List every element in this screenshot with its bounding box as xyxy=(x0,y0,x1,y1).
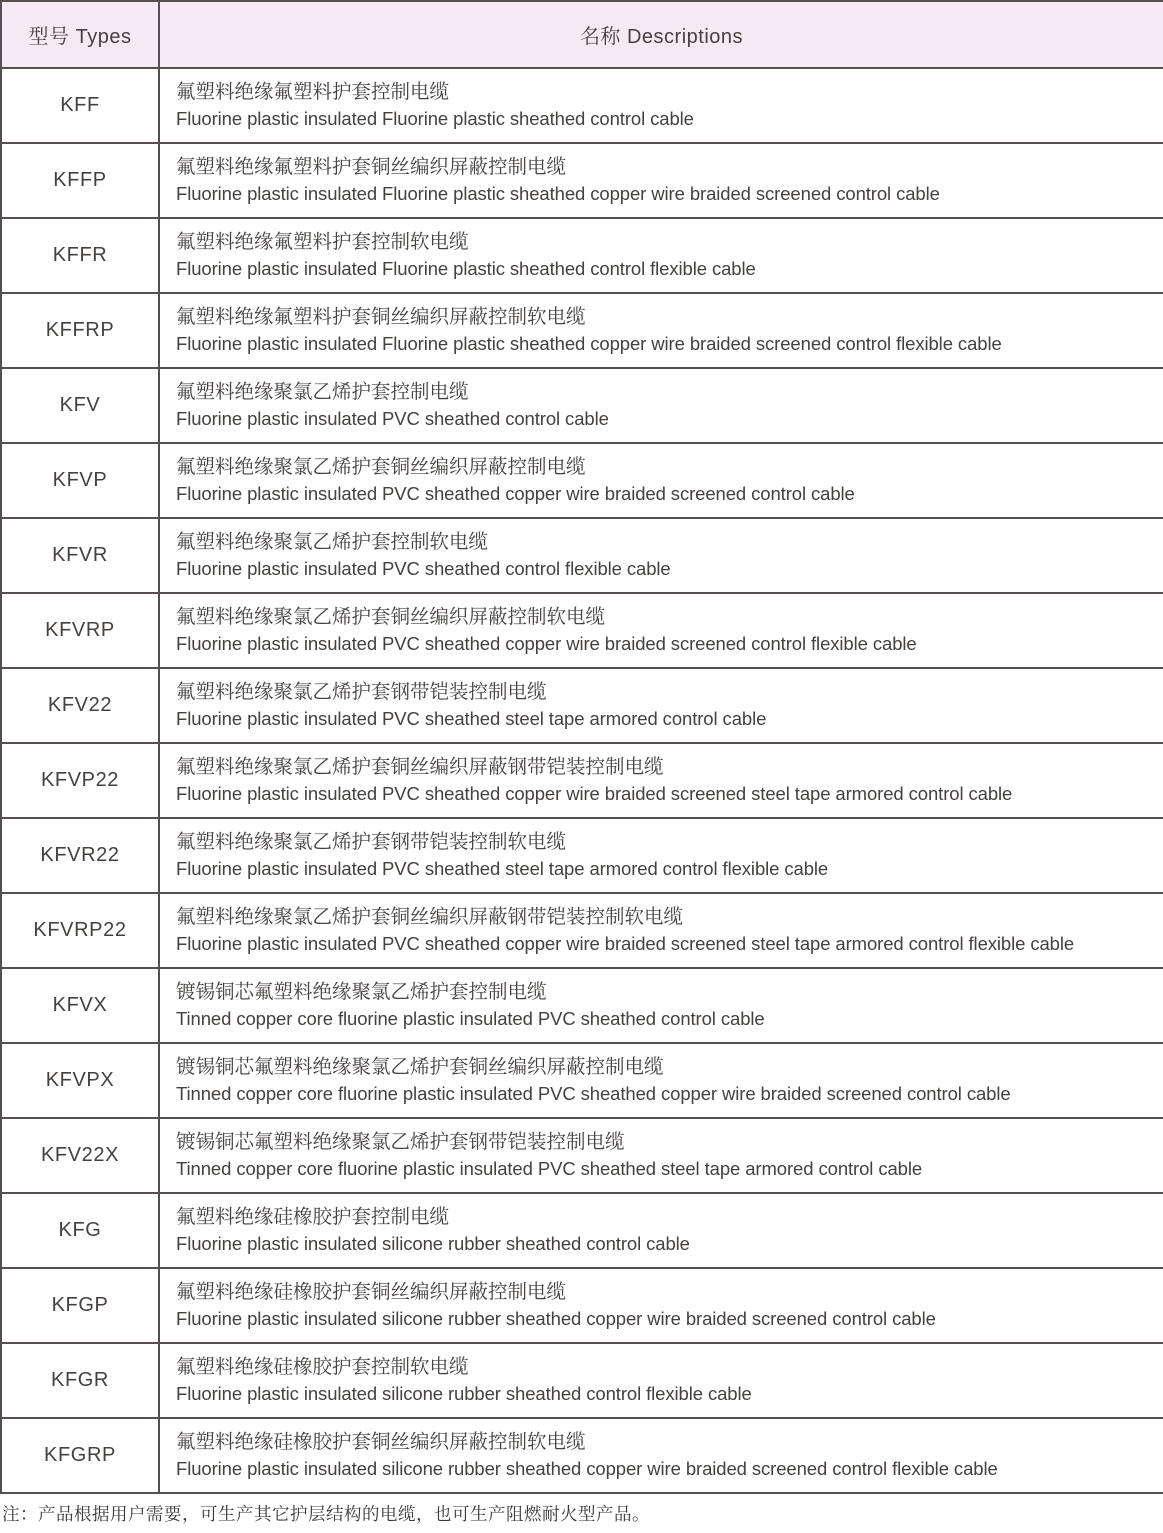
description-chinese: 氟塑料绝缘聚氯乙烯护套钢带铠装控制电缆 xyxy=(176,681,547,703)
description-cell xyxy=(159,743,1163,818)
description-english: Fluorine plastic insulated PVC sheathed control flexible cable xyxy=(176,558,671,579)
col-header-types: 型号 Types xyxy=(1,1,159,68)
table-row xyxy=(1,818,1163,893)
description-chinese: 氟塑料绝缘聚氯乙烯护套铜丝编织屏蔽钢带铠装控制电缆 xyxy=(176,756,664,778)
description-cell xyxy=(159,1268,1163,1343)
table-row xyxy=(1,368,1163,443)
description-english: Fluorine plastic insulated silicone rubber sheathed copper wire braided screened control cable xyxy=(176,1308,936,1329)
table-row xyxy=(1,443,1163,518)
description-cell xyxy=(159,368,1163,443)
type-cell: KFV22X xyxy=(1,1118,159,1193)
type-cell: KFVX xyxy=(1,968,159,1043)
description-english: Tinned copper core fluorine plastic insulated PVC sheathed steel tape armored control cable xyxy=(176,1158,923,1179)
type-cell: KFFR xyxy=(1,218,159,293)
table-row xyxy=(1,968,1163,1043)
description-chinese: 镀锡铜芯氟塑料绝缘聚氯乙烯护套钢带铠装控制电缆 xyxy=(176,1131,625,1153)
description-english: Fluorine plastic insulated Fluorine plastic sheathed control cable xyxy=(176,108,694,129)
description-english: Fluorine plastic insulated PVC sheathed copper wire braided screened control flexible cable xyxy=(176,633,917,654)
description-chinese: 氟塑料绝缘氟塑料护套控制软电缆 xyxy=(176,231,469,253)
description-chinese: 氟塑料绝缘聚氯乙烯护套铜丝编织屏蔽控制软电缆 xyxy=(176,606,606,628)
description-english: Fluorine plastic insulated PVC sheathed steel tape armored control cable xyxy=(176,708,767,729)
description-chinese: 镀锡铜芯氟塑料绝缘聚氯乙烯护套铜丝编织屏蔽控制电缆 xyxy=(176,1056,664,1078)
table-header xyxy=(1,1,1163,68)
description-cell xyxy=(159,1418,1163,1493)
type-cell: KFFP xyxy=(1,143,159,218)
table-row xyxy=(1,1418,1163,1493)
description-cell xyxy=(159,218,1163,293)
table-row xyxy=(1,68,1163,143)
type-cell: KFF xyxy=(1,68,159,143)
type-cell: KFG xyxy=(1,1193,159,1268)
table-row xyxy=(1,143,1163,218)
type-cell: KFVR22 xyxy=(1,818,159,893)
description-english: Fluorine plastic insulated PVC sheathed copper wire braided screened steel tape armored control flexible cable xyxy=(176,933,1075,954)
footnote: 注：产品根据用户需要，可生产其它护层结构的电缆，也可生产阻燃耐火型产品。 xyxy=(2,1504,650,1524)
description-chinese: 氟塑料绝缘聚氯乙烯护套控制软电缆 xyxy=(176,531,489,553)
description-cell xyxy=(159,143,1163,218)
description-chinese: 氟塑料绝缘氟塑料护套铜丝编织屏蔽控制电缆 xyxy=(176,156,567,178)
description-cell xyxy=(159,893,1163,968)
description-english: Tinned copper core fluorine plastic insulated PVC sheathed copper wire braided screened control cable xyxy=(176,1083,1011,1104)
description-english: Tinned copper core fluorine plastic insulated PVC sheathed control cable xyxy=(176,1008,765,1029)
description-english: Fluorine plastic insulated silicone rubber sheathed control flexible cable xyxy=(176,1383,752,1404)
description-cell xyxy=(159,1193,1163,1268)
description-english: Fluorine plastic insulated Fluorine plastic sheathed control flexible cable xyxy=(176,258,756,279)
type-cell: KFGR xyxy=(1,1343,159,1418)
description-chinese: 氟塑料绝缘硅橡胶护套控制电缆 xyxy=(176,1206,450,1228)
description-english: Fluorine plastic insulated silicone rubber sheathed copper wire braided screened control flexible cable xyxy=(176,1458,998,1479)
type-cell: KFVP22 xyxy=(1,743,159,818)
description-cell xyxy=(159,1043,1163,1118)
description-english: Fluorine plastic insulated Fluorine plastic sheathed copper wire braided screened control cable xyxy=(176,183,940,204)
description-chinese: 氟塑料绝缘聚氯乙烯护套铜丝编织屏蔽钢带铠装控制软电缆 xyxy=(176,906,684,928)
description-chinese: 氟塑料绝缘聚氯乙烯护套铜丝编织屏蔽控制电缆 xyxy=(176,456,586,478)
table-row xyxy=(1,1193,1163,1268)
table-row xyxy=(1,293,1163,368)
table-row xyxy=(1,1118,1163,1193)
description-chinese: 氟塑料绝缘氟塑料护套铜丝编织屏蔽控制软电缆 xyxy=(176,306,586,328)
description-english: Fluorine plastic insulated PVC sheathed steel tape armored control flexible cable xyxy=(176,858,829,879)
description-cell xyxy=(159,443,1163,518)
type-cell: KFV xyxy=(1,368,159,443)
description-cell xyxy=(159,1343,1163,1418)
header-row xyxy=(1,1,1163,68)
description-cell xyxy=(159,293,1163,368)
description-english: Fluorine plastic insulated PVC sheathed control cable xyxy=(176,408,609,429)
type-cell: KFGRP xyxy=(1,1418,159,1493)
table-row xyxy=(1,668,1163,743)
table-body xyxy=(1,68,1163,1493)
description-cell xyxy=(159,68,1163,143)
type-cell: KFVR xyxy=(1,518,159,593)
type-cell: KFFRP xyxy=(1,293,159,368)
description-english: Fluorine plastic insulated PVC sheathed copper wire braided screened control cable xyxy=(176,483,855,504)
description-cell xyxy=(159,968,1163,1043)
table-row xyxy=(1,743,1163,818)
table-row xyxy=(1,1343,1163,1418)
description-cell xyxy=(159,593,1163,668)
description-chinese: 氟塑料绝缘聚氯乙烯护套控制电缆 xyxy=(176,381,469,403)
col-header-descriptions: 名称 Descriptions xyxy=(159,1,1163,68)
description-cell xyxy=(159,1118,1163,1193)
table-row xyxy=(1,593,1163,668)
type-cell: KFVPX xyxy=(1,1043,159,1118)
description-cell xyxy=(159,668,1163,743)
table-row xyxy=(1,1268,1163,1343)
type-cell: KFV22 xyxy=(1,668,159,743)
description-english: Fluorine plastic insulated silicone rubber sheathed control cable xyxy=(176,1233,690,1254)
table-row xyxy=(1,518,1163,593)
type-cell: KFVRP xyxy=(1,593,159,668)
table-row xyxy=(1,218,1163,293)
table-row xyxy=(1,1043,1163,1118)
description-chinese: 氟塑料绝缘聚氯乙烯护套钢带铠装控制软电缆 xyxy=(176,831,567,853)
type-cell: KFGP xyxy=(1,1268,159,1343)
type-cell: KFVRP22 xyxy=(1,893,159,968)
description-chinese: 氟塑料绝缘硅橡胶护套控制软电缆 xyxy=(176,1356,469,1378)
description-chinese: 氟塑料绝缘硅橡胶护套铜丝编织屏蔽控制电缆 xyxy=(176,1281,567,1303)
description-cell xyxy=(159,518,1163,593)
description-chinese: 镀锡铜芯氟塑料绝缘聚氯乙烯护套控制电缆 xyxy=(176,981,547,1003)
description-chinese: 氟塑料绝缘硅橡胶护套铜丝编织屏蔽控制软电缆 xyxy=(176,1431,586,1453)
type-cell: KFVP xyxy=(1,443,159,518)
table-row xyxy=(1,893,1163,968)
description-cell xyxy=(159,818,1163,893)
description-english: Fluorine plastic insulated Fluorine plastic sheathed copper wire braided screened control flexible cable xyxy=(176,333,1002,354)
description-chinese: 氟塑料绝缘氟塑料护套控制电缆 xyxy=(176,81,450,103)
description-english: Fluorine plastic insulated PVC sheathed copper wire braided screened steel tape armored control cable xyxy=(176,783,1013,804)
